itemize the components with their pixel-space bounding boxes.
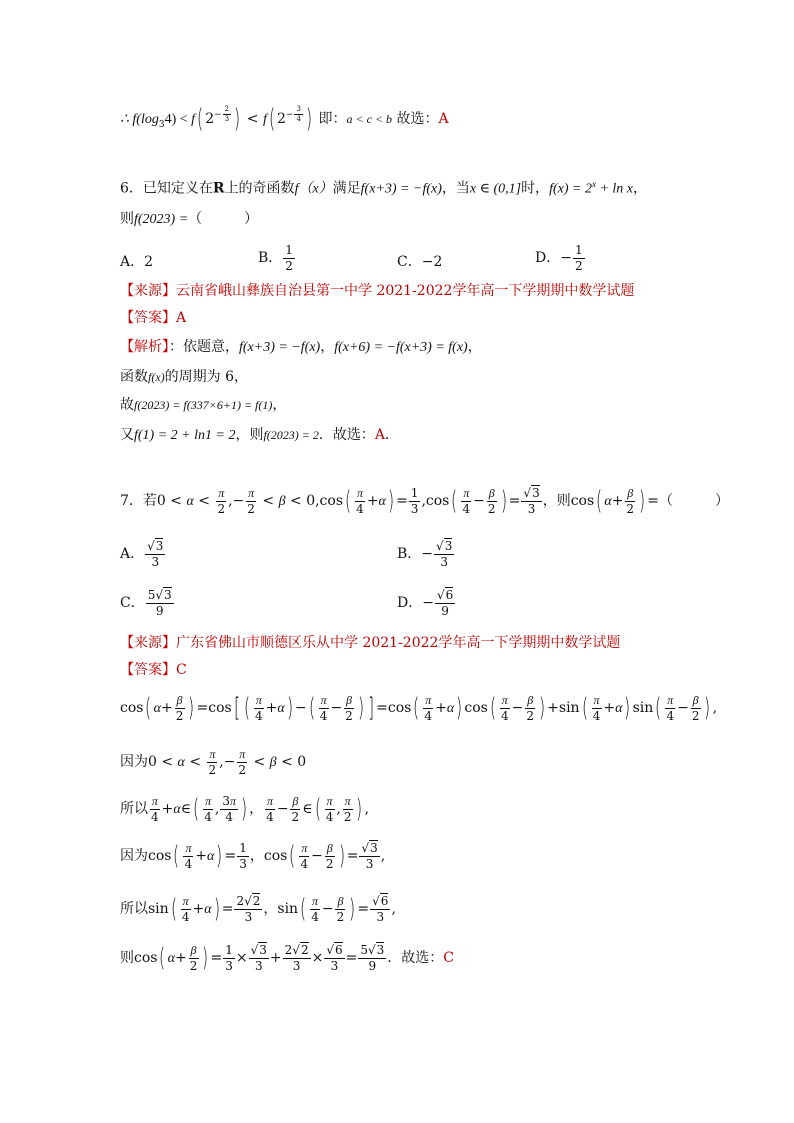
q6-option-c-label: C． — [397, 254, 422, 270]
q6-analysis-1: ：依题意， — [169, 339, 239, 355]
q6-cond3-right: + ln x — [595, 181, 633, 197]
q6-answer: A — [176, 310, 187, 326]
q7-source-tag: 【来源】 — [120, 635, 176, 651]
q6-source: 云南省峨山彝族自治县第一中学 2021-2022学年高一下学期期中数学试题 — [176, 283, 635, 299]
q7-option-d[interactable]: D．− $\frac{√6}{9}$ — [397, 588, 454, 618]
q6-gu-expr: f(2023) = f(337×6+1) = f(1) — [134, 398, 273, 412]
q6-line2-expr: f(2023) = — [134, 212, 189, 227]
q6-period-fx: f(x) — [148, 370, 165, 384]
top-conclusion-line: ∴ $f(\log_34) < f$( $2^{- \frac{2}{3}}$ ) < f( $2^{- \frac{3}{4}}$ ) 即：a < c < b 故选：A — [120, 104, 449, 134]
q6-you-c: ．故选： — [318, 427, 375, 443]
q7-option-b-label: B． — [397, 546, 422, 563]
q6-end: ， — [467, 339, 482, 355]
q7-expand-line: cos( α+ $\frac{\beta}{2}$ ) =cos[ ( $\frac{\pi}{4}$ +α) −( $\frac{\pi}{4}$ − $\frac{\beta}{2}$ ) ] =cos( $\frac{\pi}{4}$ +α) cos( $\frac{\pi}{4}$ − $\frac{\beta}{2}$ ) +sin( $\frac{\pi}{4}$ +α) sin( $\frac{\pi}{4}$ − $\frac{\beta}{2}$ ) , — [120, 692, 718, 723]
q7-option-c-label: C． — [120, 595, 145, 612]
top-answer: A — [438, 111, 449, 127]
q6-sep: ， — [320, 339, 335, 355]
q6-option-b-label: B． — [258, 250, 283, 267]
q7-so1: 所以 — [120, 801, 148, 817]
q6-option-a-label: A． — [120, 254, 145, 270]
q6-analysis-tag: 【解析】 — [120, 339, 169, 355]
q7-because2: 因为 — [120, 848, 148, 864]
q7-source: 广东省佛山市顺德区乐从中学 2021-2022学年高一下学期期中数学试题 — [176, 635, 621, 651]
q7-then-line: 则cos( α+ $\frac{\beta}{2}$ ) = $\frac{1}{3}$ × $\frac{√3}{3}$ + $\frac{2√2}{3}$ × $\frac{√6}{3}$ = $\frac{5√3}{9}$ ．故选：C — [120, 942, 454, 973]
q6-R: R — [212, 180, 225, 197]
top-prefix: ∴ f(log — [120, 112, 159, 127]
q6-option-a[interactable] — [120, 251, 153, 271]
q6-stem-line1: 6．已知定义在R上的奇函数f（x）满足f(x+3) = −f(x)，当x ∈ (0,1]时，$f(x) = 2^x + \ln x$， — [120, 179, 647, 197]
q6-you-b: ，则 — [235, 427, 264, 443]
q6-fx: f（x） — [294, 181, 333, 197]
q6-you-ans: A — [374, 427, 386, 443]
q7-answer: C — [176, 662, 187, 678]
q6-line2-a: 则 — [120, 211, 134, 227]
q6-period-b: 的周期为 6， — [164, 369, 249, 385]
top-inequality: a < c < b — [346, 112, 393, 126]
q7-stem-a: 若 — [142, 493, 157, 509]
q6-cond3-left: f(x) = 2 — [549, 181, 592, 197]
q6-stem-a: 已知定义在 — [142, 180, 213, 197]
q7-source-line — [120, 636, 620, 650]
q7-so2-line: 所以sin( $\frac{\pi}{4}$ +α) = $\frac{2√2}{3}$ ，sin( $\frac{\pi}{4}$ − $\frac{\beta}{2}$ ) = $\frac{√6}{3}$ , — [120, 893, 396, 924]
q6-stem-b: 上的奇函数 — [224, 180, 295, 197]
q6-analysis-line — [120, 340, 482, 355]
top-tail-text: 即： — [318, 111, 347, 127]
q6-option-c-value: −2 — [421, 254, 443, 270]
q7-answer-line — [120, 663, 187, 677]
q7-final-answer: C — [443, 950, 454, 966]
q6-stem-e: 时， — [521, 180, 550, 197]
q7-option-a[interactable]: A． $\frac{√3}{3}$ — [120, 539, 164, 569]
q6-period-line — [120, 370, 248, 384]
q6-cond1: f(x+3) = −f(x) — [360, 181, 442, 197]
q7-option-d-label: D． — [397, 595, 423, 612]
q6-gu-line — [120, 398, 286, 412]
q7-option-c[interactable]: C． $\frac{5√3}{9}$ — [120, 588, 172, 618]
q6-answer-line — [120, 311, 186, 325]
q7-because2-line: 因为cos( $\frac{\pi}{4}$ +α) = $\frac{1}{3}$ ，cos( $\frac{\pi}{4}$ − $\frac{\beta}{2}$ ) = $\frac{√3}{3}$ , — [120, 840, 386, 871]
q6-source-tag: 【来源】 — [120, 283, 176, 299]
q6-period-a: 函数 — [120, 369, 148, 385]
q7-then: 则 — [120, 950, 134, 966]
q6-gu-b: ， — [272, 397, 287, 413]
q7-final-label: ．故选： — [387, 950, 444, 966]
q6-option-a-value: 2 — [144, 254, 154, 270]
q6-stem-f: ， — [633, 180, 647, 197]
q6-number: 6． — [120, 180, 143, 197]
q7-so2: 所以 — [120, 901, 148, 917]
q6-answer-tag: 【答案】 — [120, 310, 176, 326]
q6-option-b[interactable]: B． $\frac{1}{2}$ — [258, 243, 293, 273]
q7-because1-line: 因为0 < α < $\frac{\pi}{2}$ ,− $\frac{\pi}{2}$ < β < 0 — [120, 746, 307, 777]
q7-because1: 因为 — [120, 754, 148, 770]
q6-stem-line2 — [120, 212, 258, 227]
q7-number: 7． — [120, 493, 143, 509]
q6-stem-c: 满足 — [332, 180, 361, 197]
q7-option-b[interactable]: B．− $\frac{√3}{3}$ — [397, 539, 453, 569]
q7-stem-b: ，则 — [542, 493, 571, 509]
q6-you-line — [120, 428, 399, 443]
q6-cond2: x ∈ (0,1] — [469, 181, 522, 197]
q6-gu-a: 故 — [120, 397, 134, 413]
q6-you-a: 又 — [120, 427, 134, 443]
q7-option-a-label: A． — [120, 546, 145, 563]
q6-eq2: f(x+6) = −f(x+3) = f(x) — [334, 340, 468, 355]
q7-answer-tag: 【答案】 — [120, 662, 176, 678]
q6-stem-d: ，当 — [441, 180, 470, 197]
q6-you-expr: f(1) = 2 + ln1 = 2 — [134, 428, 236, 443]
q6-option-d-label: D． — [535, 250, 561, 267]
q6-option-c[interactable] — [397, 251, 442, 271]
q6-eq1: f(x+3) = −f(x) — [239, 340, 321, 355]
q7-stem-line: 7．若0 < α < $\frac{\pi}{2}$ ,− $\frac{\pi}{2}$ < β < 0,cos( $\frac{\pi}{4}$ +α) = $\frac{1}{3}$ ,cos( $\frac{\pi}{4}$ − $\frac{\beta}{2}$ ) = $\frac{√3}{3}$ ，则cos( α+ $\frac{\beta}{2}$ ) =（ ） — [120, 485, 729, 516]
q6-you-expr2: f(2023) = 2 — [263, 428, 319, 442]
q6-source-line — [120, 284, 634, 298]
q7-stem-c: （ ） — [658, 493, 729, 509]
q6-line2-b: （ ） — [188, 211, 259, 227]
q6-you-d: ． — [385, 427, 400, 443]
top-answer-label: 故选： — [396, 111, 439, 127]
q6-option-d[interactable]: D．− $\frac{1}{2}$ — [535, 243, 583, 273]
q7-so1-line: 所以 $\frac{\pi}{4}$ +α∈( $\frac{\pi}{4}$ , $\frac{3\pi}{4}$ ) ， $\frac{\pi}{4}$ − $\frac{\beta}{2}$ ∈( $\frac{\pi}{4}$ , $\frac{\pi}{2}$ ) , — [120, 793, 370, 824]
